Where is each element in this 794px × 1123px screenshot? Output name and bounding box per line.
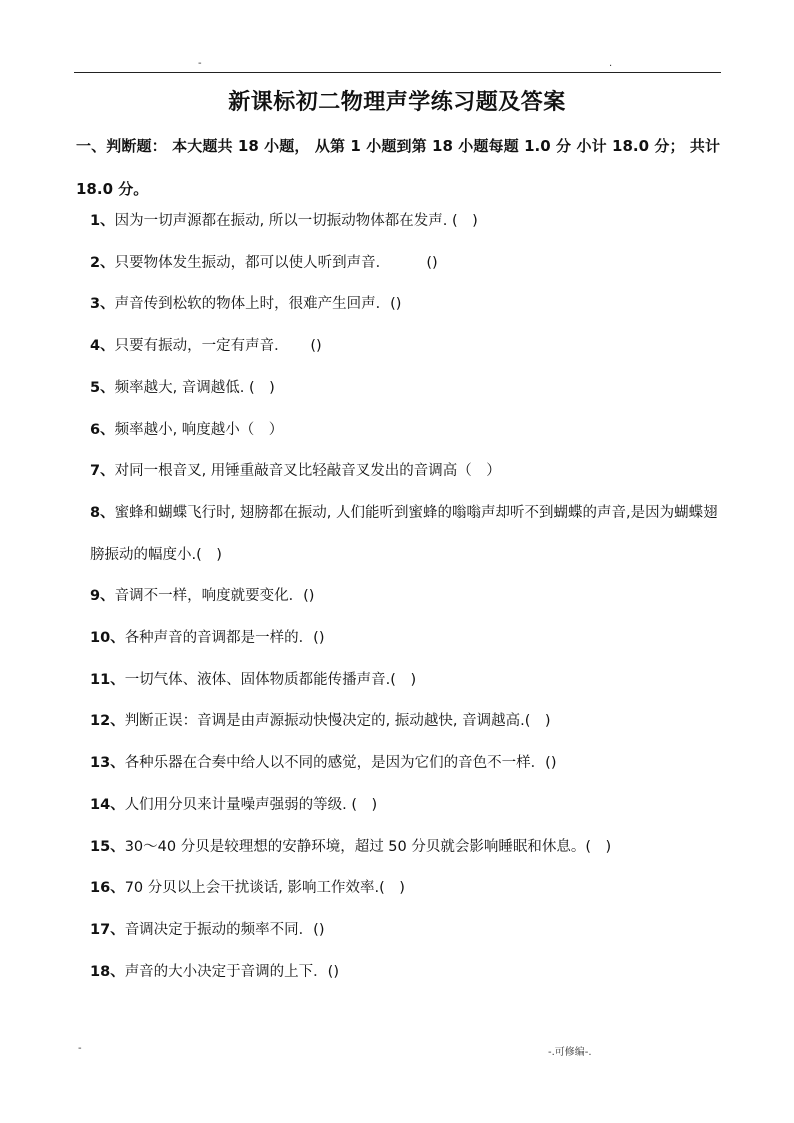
question-item	[76, 952, 721, 994]
question-item	[76, 701, 721, 743]
question-text: 各种乐器在合奏中给人以不同的感觉，是因为它们的音色不一样．()	[124, 755, 557, 772]
question-text: 声音的大小决定于音调的上下．()	[124, 963, 340, 980]
footer-left-mark: -	[78, 1043, 82, 1054]
question-item	[76, 201, 721, 243]
question-item	[76, 326, 721, 368]
question-number: 17	[90, 921, 111, 938]
question-item	[76, 868, 721, 910]
question-number: 8	[90, 504, 101, 521]
question-number: 3	[90, 296, 101, 313]
question-separator: 、	[110, 921, 125, 938]
question-separator: 、	[110, 796, 125, 813]
question-separator: 、	[100, 421, 115, 438]
question-separator: 、	[100, 588, 115, 605]
question-separator: 、	[110, 963, 125, 980]
question-number: 12	[90, 713, 111, 730]
question-text: 70 分贝以上会干扰谈话, 影响工作效率.( )	[124, 880, 405, 897]
question-separator: 、	[100, 254, 115, 271]
question-number: 2	[90, 254, 101, 271]
question-item	[76, 785, 721, 827]
page-title: 新课标初二物理声学练习题及答案	[228, 90, 566, 115]
question-text: 判断正误：音调是由声源振动快慢决定的, 振动越快, 音调越高.( )	[124, 713, 551, 730]
question-text: 因为一切声源都在振动, 所以一切振动物体都在发声. ( )	[114, 213, 478, 229]
question-number: 13	[90, 755, 111, 772]
question-text: 一切气体、液体、固体物质都能传播声音.( )	[124, 671, 417, 688]
question-separator: 、	[110, 713, 125, 730]
question-text: 音调不一样，响度就要变化．()	[114, 588, 315, 605]
question-separator: 、	[100, 463, 115, 480]
question-separator: 、	[100, 338, 115, 355]
question-number: 7	[90, 463, 101, 480]
question-item	[76, 368, 721, 410]
question-number: 4	[90, 338, 101, 355]
question-list	[76, 201, 721, 993]
question-item	[76, 660, 721, 702]
header-divider	[74, 72, 721, 73]
question-number: 1	[90, 213, 101, 229]
question-text: 只要有振动，一定有声音． ()	[114, 338, 322, 355]
section-heading: 一、判断题： 本大题共 18 小题， 从第 1 小题到第 18 小题每题 1.0 分 小计 18.0 分； 共计 18.0 分。	[76, 137, 720, 198]
header-right-mark: .	[609, 58, 613, 69]
question-number: 16	[90, 880, 111, 897]
question-separator: 、	[100, 296, 115, 313]
question-separator: 、	[110, 880, 125, 897]
question-text: 音调决定于振动的频率不同．()	[124, 921, 325, 938]
question-text: 蜜蜂和蝴蝶飞行时, 翅膀都在振动, 人们能听到蜜蜂的嗡嗡声却听不到蝴蝶的声音,是因为蝴蝶翅膀振动的幅度小.( )	[90, 504, 718, 563]
question-number: 14	[90, 796, 111, 813]
question-number: 11	[90, 671, 111, 688]
question-separator: 、	[110, 838, 125, 855]
question-separator: 、	[110, 630, 125, 647]
question-item	[76, 576, 721, 618]
question-number: 10	[90, 630, 111, 647]
question-item	[76, 910, 721, 952]
question-text: 频率越大, 音调越低. ( )	[114, 379, 275, 396]
question-separator: 、	[100, 213, 115, 229]
question-text: 频率越小, 响度越小（ ）	[114, 421, 284, 438]
question-text: 对同一根音叉, 用锤重敲音叉比轻敲音叉发出的音调高（ ）	[114, 463, 501, 480]
question-number: 5	[90, 379, 101, 396]
question-text: 人们用分贝来计量噪声强弱的等级. ( )	[124, 796, 378, 813]
question-number: 15	[90, 838, 111, 855]
question-item	[76, 243, 721, 285]
question-text: 声音传到松软的物体上时，很难产生回声．()	[114, 296, 402, 313]
question-text: 30～40 分贝是较理想的安静环境，超过 50 分贝就会影响睡眠和休息。( )	[124, 838, 612, 855]
question-number: 9	[90, 588, 101, 605]
question-item	[76, 743, 721, 785]
footer-right-mark: -.可修编-.	[548, 1047, 592, 1058]
question-item	[76, 827, 721, 869]
question-separator: 、	[100, 504, 115, 521]
question-separator: 、	[110, 755, 125, 772]
question-separator: 、	[100, 379, 115, 396]
question-number: 6	[90, 421, 101, 438]
question-item	[76, 618, 721, 660]
question-item	[76, 410, 721, 452]
header-left-mark: -	[198, 58, 202, 69]
question-text: 各种声音的音调都是一样的．()	[124, 630, 325, 647]
question-item	[76, 284, 721, 326]
question-number: 18	[90, 963, 111, 980]
question-separator: 、	[110, 671, 125, 688]
question-item	[76, 451, 721, 493]
question-item	[76, 493, 721, 576]
question-text: 只要物体发生振动，都可以使人听到声音． ()	[114, 254, 438, 271]
